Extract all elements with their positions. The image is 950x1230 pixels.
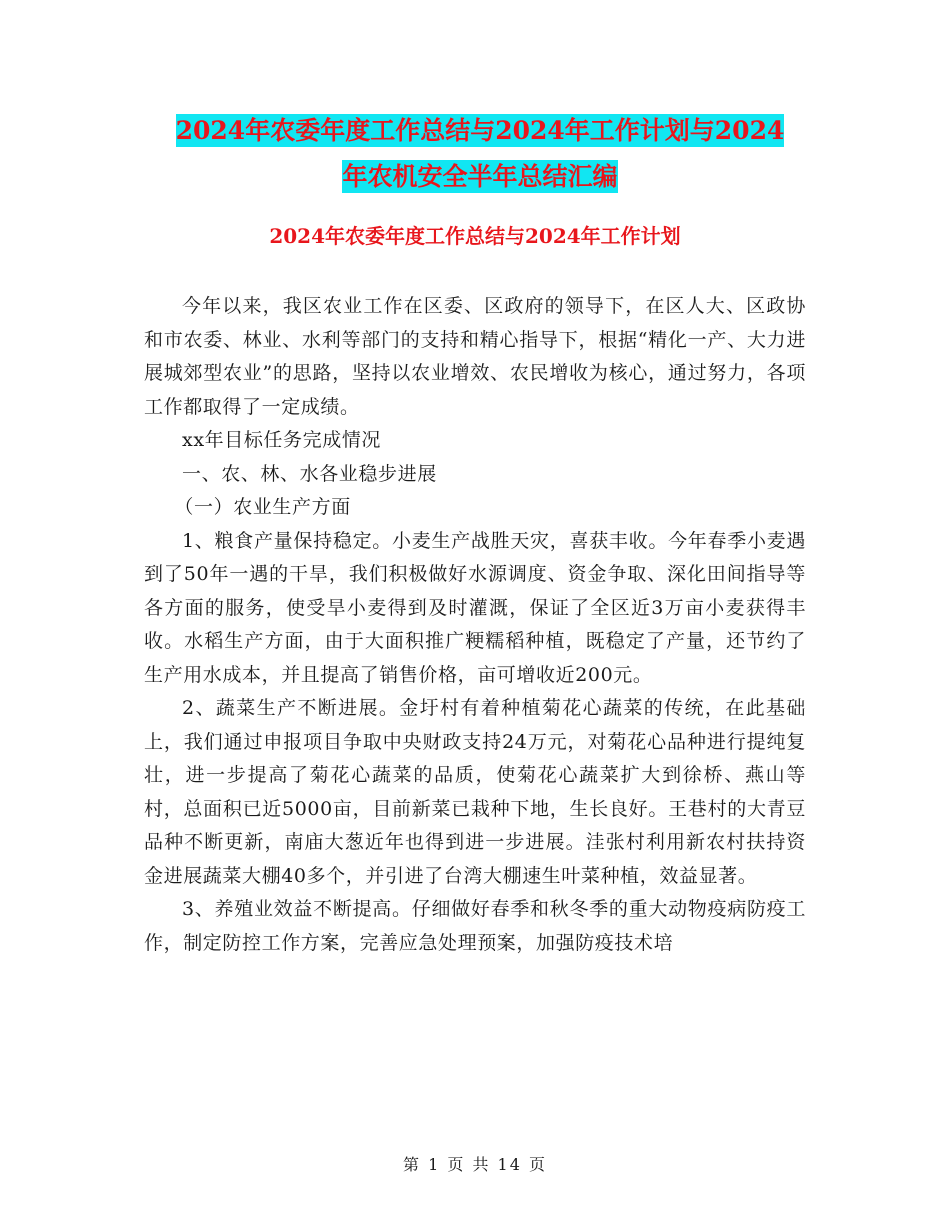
main-title-line-1: 2024年农委年度工作总结与2024年工作计划与2024 [175,116,785,145]
paragraph: 1、粮食产量保持稳定。小麦生产战胜天灾，喜获丰收。今年春季小麦遇到了50年一遇的干旱，我们积极做好水源调度、资金争取、深化田间指导等各方面的服务，使受旱小麦得到及时灌溉，保证了全区近3万亩小麦获得丰收。水稻生产方面，由于大面积推广粳糯稻种植，既稳定了产量，还节约了生产用水成本，并且提高了销售价格，亩可增收近200元。 [144,529,806,686]
main-title-line-2: 年农机安全半年总结汇编 [342,162,618,191]
document-body [144,290,806,960]
section-title: 2024年农委年度工作总结与2024年工作计划 [269,224,681,248]
paragraph: xx年目标任务完成情况 [182,429,382,451]
paragraph: 2、蔬菜生产不断进展。金圩村有着种植菊花心蔬菜的传统，在此基础上，我们通过申报项目争取中央财政支持24万元，对菊花心品种进行提纯复壮，进一步提高了菊花心蔬菜的品质，使菊花心蔬菜扩大到徐桥、燕山等村，总面积已近5000亩，目前新菜已栽种下地，生长良好。王巷村的大青豆品种不断更新，南庙大葱近年也得到进一步进展。洼张村利用新农村扶持资金进展蔬菜大棚40多个，并引进了台湾大棚速生叶菜种植，效益显著。 [144,697,806,887]
paragraph: 今年以来，我区农业工作在区委、区政府的领导下，在区人大、区政协和市农委、林业、水利等部门的支持和精心指导下，根据“精化一产、大力进展城郊型农业”的思路，坚持以农业增效、农民增收为核心，通过努力，各项工作都取得了一定成绩。 [144,295,806,418]
paragraph: 一、农、林、水各业稳步进展 [182,462,437,485]
paragraph: 3、养殖业效益不断提高。仔细做好春季和秋冬季的重大动物疫病防疫工作，制定防控工作方案，完善应急处理预案，加强防疫技术培 [144,898,806,954]
paragraph: （一）农业生产方面 [174,496,351,518]
document-main-title [120,108,840,200]
page-footer: 第 1 页 共 14 页 [403,1155,547,1174]
